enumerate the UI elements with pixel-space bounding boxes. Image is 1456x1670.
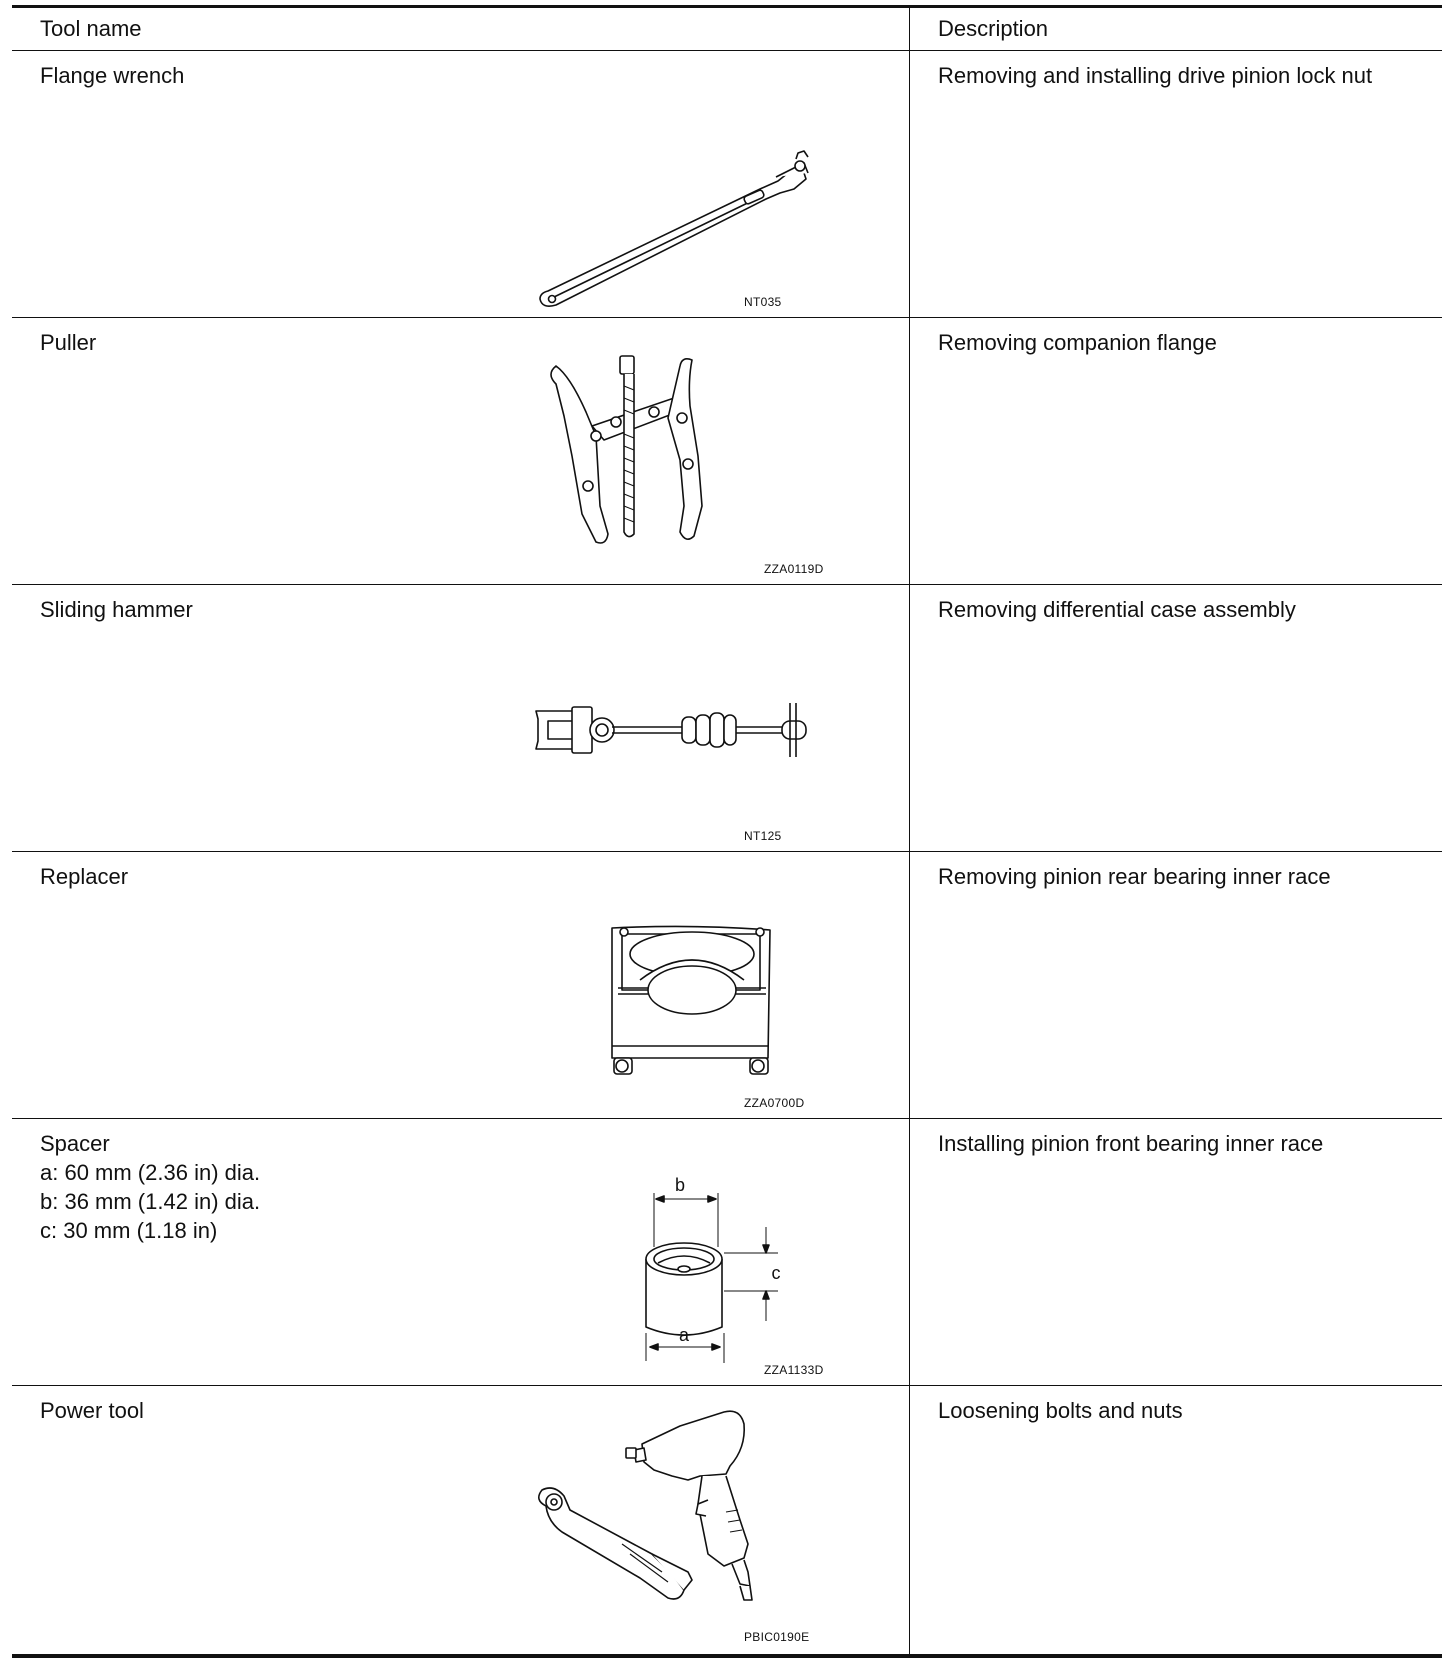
table-header [12, 8, 1442, 51]
tool-name-cell [12, 852, 910, 1118]
table-row [12, 318, 1442, 585]
table-row [12, 585, 1442, 852]
tool-name: Replacer [40, 864, 129, 889]
tool-description: Removing companion flange [938, 330, 1217, 355]
tool-name: Puller [40, 330, 97, 355]
description-cell [910, 1119, 1442, 1385]
tool-name-cell [12, 318, 910, 584]
tool-name: Sliding hammer [40, 597, 193, 622]
power-tool-icon [512, 1404, 872, 1644]
spacer-dimensions [40, 1158, 260, 1245]
dimension-label-a: a [678, 1325, 690, 1345]
spec-line-a: a: 60 mm (2.36 in) dia. [40, 1160, 261, 1185]
description-cell [910, 1386, 1442, 1654]
figure-code: PBIC0190E [744, 1630, 810, 1644]
sliding-hammer-icon [512, 603, 872, 843]
spec-line-c: c: 30 mm (1.18 in) [40, 1218, 218, 1243]
table-row [12, 852, 1442, 1119]
flange-wrench-icon [512, 69, 872, 309]
header-description: Description [938, 16, 1049, 41]
description-cell [910, 585, 1442, 851]
tool-name-cell [12, 1386, 910, 1654]
header-description-cell [910, 8, 1442, 50]
description-cell [910, 852, 1442, 1118]
replacer-icon [512, 870, 872, 1110]
spacer-icon [512, 1137, 872, 1377]
table-row [12, 51, 1442, 318]
dimension-label-b: b [674, 1175, 686, 1195]
figure-code: ZZA1133D [764, 1363, 824, 1377]
tool-name: Power tool [40, 1398, 144, 1423]
tool-name: Spacer [40, 1131, 110, 1156]
figure-code: ZZA0119D [764, 562, 824, 576]
table-row [12, 1119, 1442, 1386]
tool-name: Flange wrench [40, 63, 185, 88]
tool-description: Loosening bolts and nuts [938, 1398, 1183, 1423]
tool-description: Removing pinion rear bearing inner race [938, 864, 1331, 889]
tool-name-cell [12, 51, 910, 317]
figure-code: ZZA0700D [744, 1096, 805, 1110]
figure-code: NT035 [744, 295, 782, 309]
dimension-label-c: c [771, 1263, 781, 1283]
tool-description: Removing differential case assembly [938, 597, 1296, 622]
table-row [12, 1386, 1442, 1654]
header-tool-name: Tool name [40, 16, 142, 41]
tool-table [12, 5, 1442, 1658]
tool-description: Installing pinion front bearing inner race [938, 1131, 1324, 1156]
description-cell [910, 318, 1442, 584]
spec-line-b: b: 36 mm (1.42 in) dia. [40, 1189, 261, 1214]
header-tool-name-cell [12, 8, 910, 50]
tool-name-cell [12, 585, 910, 851]
description-cell [910, 51, 1442, 317]
tool-description: Removing and installing drive pinion lock nut [938, 63, 1373, 88]
figure-code: NT125 [744, 829, 782, 843]
puller-icon [512, 336, 872, 576]
tool-name-cell [12, 1119, 910, 1385]
